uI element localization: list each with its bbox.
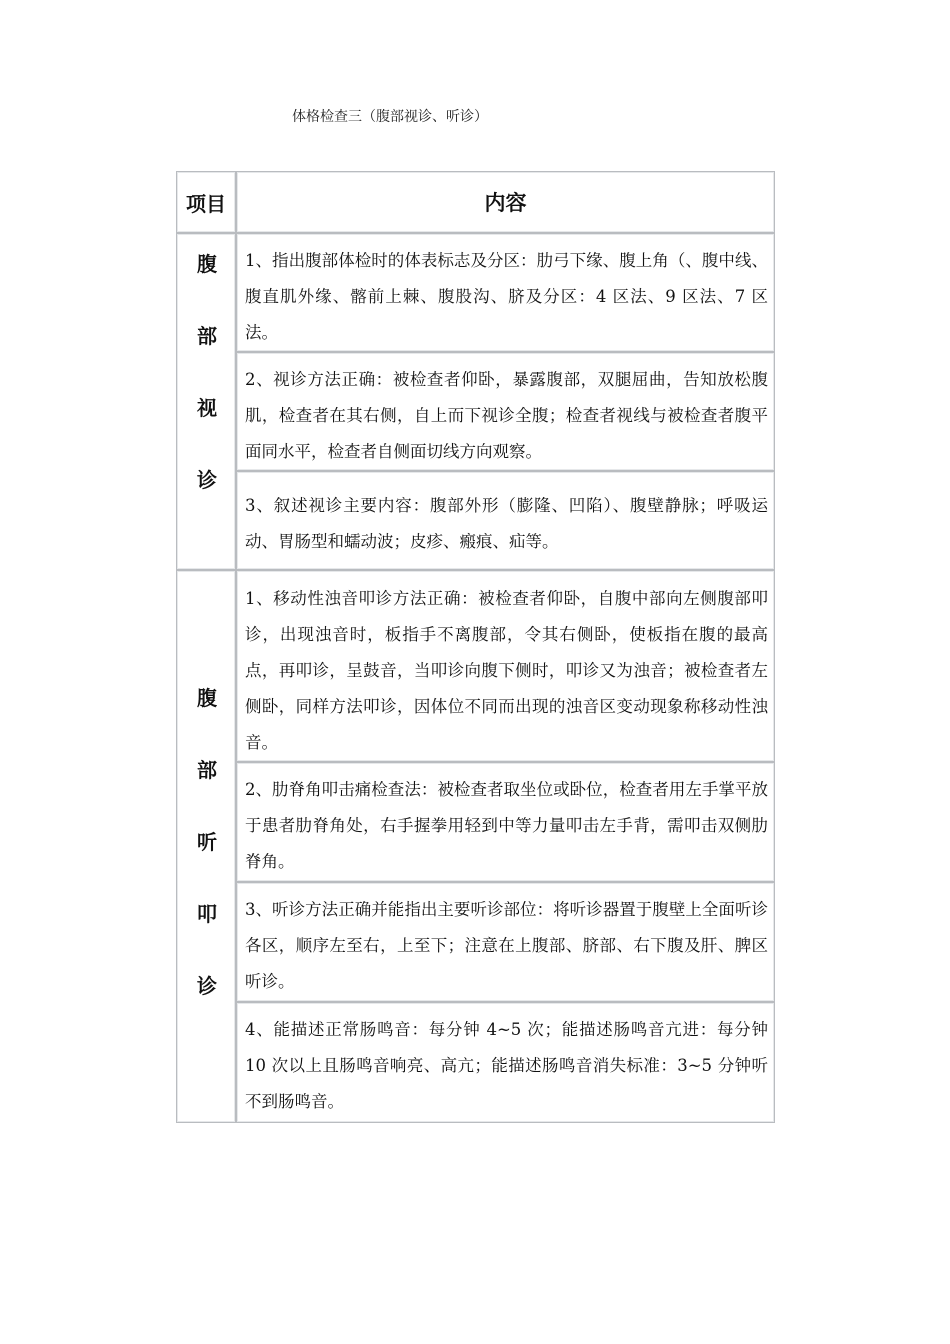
auscultation-item-1: 1、移动性浊音叩诊方法正确：被检查者仰卧，自腹中部向左侧腹部叩诊，出现浊音时，板指手不离腹部，令其右侧卧，使板指在腹的最高点，再叩诊，呈鼓音，当叩诊向腹下侧时，叩诊又为浊音；被检查者左侧卧，同样方法叩诊，因体位不同而出现的浊音区变动现象称移动性浊音。 [236, 570, 775, 762]
inspection-item-2: 2、视诊方法正确：被检查者仰卧，暴露腹部，双腿屈曲，告知放松腹肌，检查者在其右侧，自上而下视诊全腹；检查者视线与被检查者腹平面同水平，检查者自侧面切线方向观察。 [236, 352, 775, 471]
section-label-inspection [176, 233, 236, 570]
auscultation-item-4: 4、能描述正常肠鸣音：每分钟 4~5 次；能描述肠鸣音亢进：每分钟 10 次以上且肠鸣音响亮、高亢；能描述肠鸣音消失标准：3~5 分钟听不到肠鸣音。 [236, 1002, 775, 1123]
inspection-item-3: 3、叙述视诊主要内容：腹部外形（膨隆、凹陷）、腹壁静脉；呼吸运动、胃肠型和蠕动波；皮疹、瘢痕、疝等。 [236, 471, 775, 570]
section-label-char: 腹 [197, 252, 217, 276]
section-label-char: 部 [197, 324, 217, 348]
header-content: 内容 [236, 171, 775, 233]
section-label-char: 部 [197, 758, 217, 782]
auscultation-item-2: 2、肋脊角叩击痛检查法：被检查者取坐位或卧位，检查者用左手掌平放于患者肋脊角处，右手握拳用轻到中等力量叩击左手背，需叩击双侧肋脊角。 [236, 762, 775, 882]
section-label-char: 听 [197, 830, 217, 854]
section-label-char: 诊 [197, 974, 217, 998]
section-label-char: 视 [197, 396, 217, 420]
inspection-item-1: 1、指出腹部体检时的体表标志及分区：肋弓下缘、腹上角（、腹中线、腹直肌外缘、髂前上棘、腹股沟、脐及分区：4 区法、9 区法、7 区法。 [236, 233, 775, 352]
document-title: 体格检查三（腹部视诊、听诊） [292, 109, 488, 125]
section-label-char: 腹 [197, 686, 217, 710]
section-label-auscultation [176, 570, 236, 1123]
section-label-char: 叩 [197, 902, 217, 926]
exam-table [176, 171, 775, 1123]
section-label-char: 诊 [197, 468, 217, 492]
header-item: 项目 [176, 171, 236, 233]
auscultation-item-3: 3、听诊方法正确并能指出主要听诊部位：将听诊器置于腹壁上全面听诊各区，顺序左至右，上至下；注意在上腹部、脐部、右下腹及肝、脾区听诊。 [236, 882, 775, 1002]
